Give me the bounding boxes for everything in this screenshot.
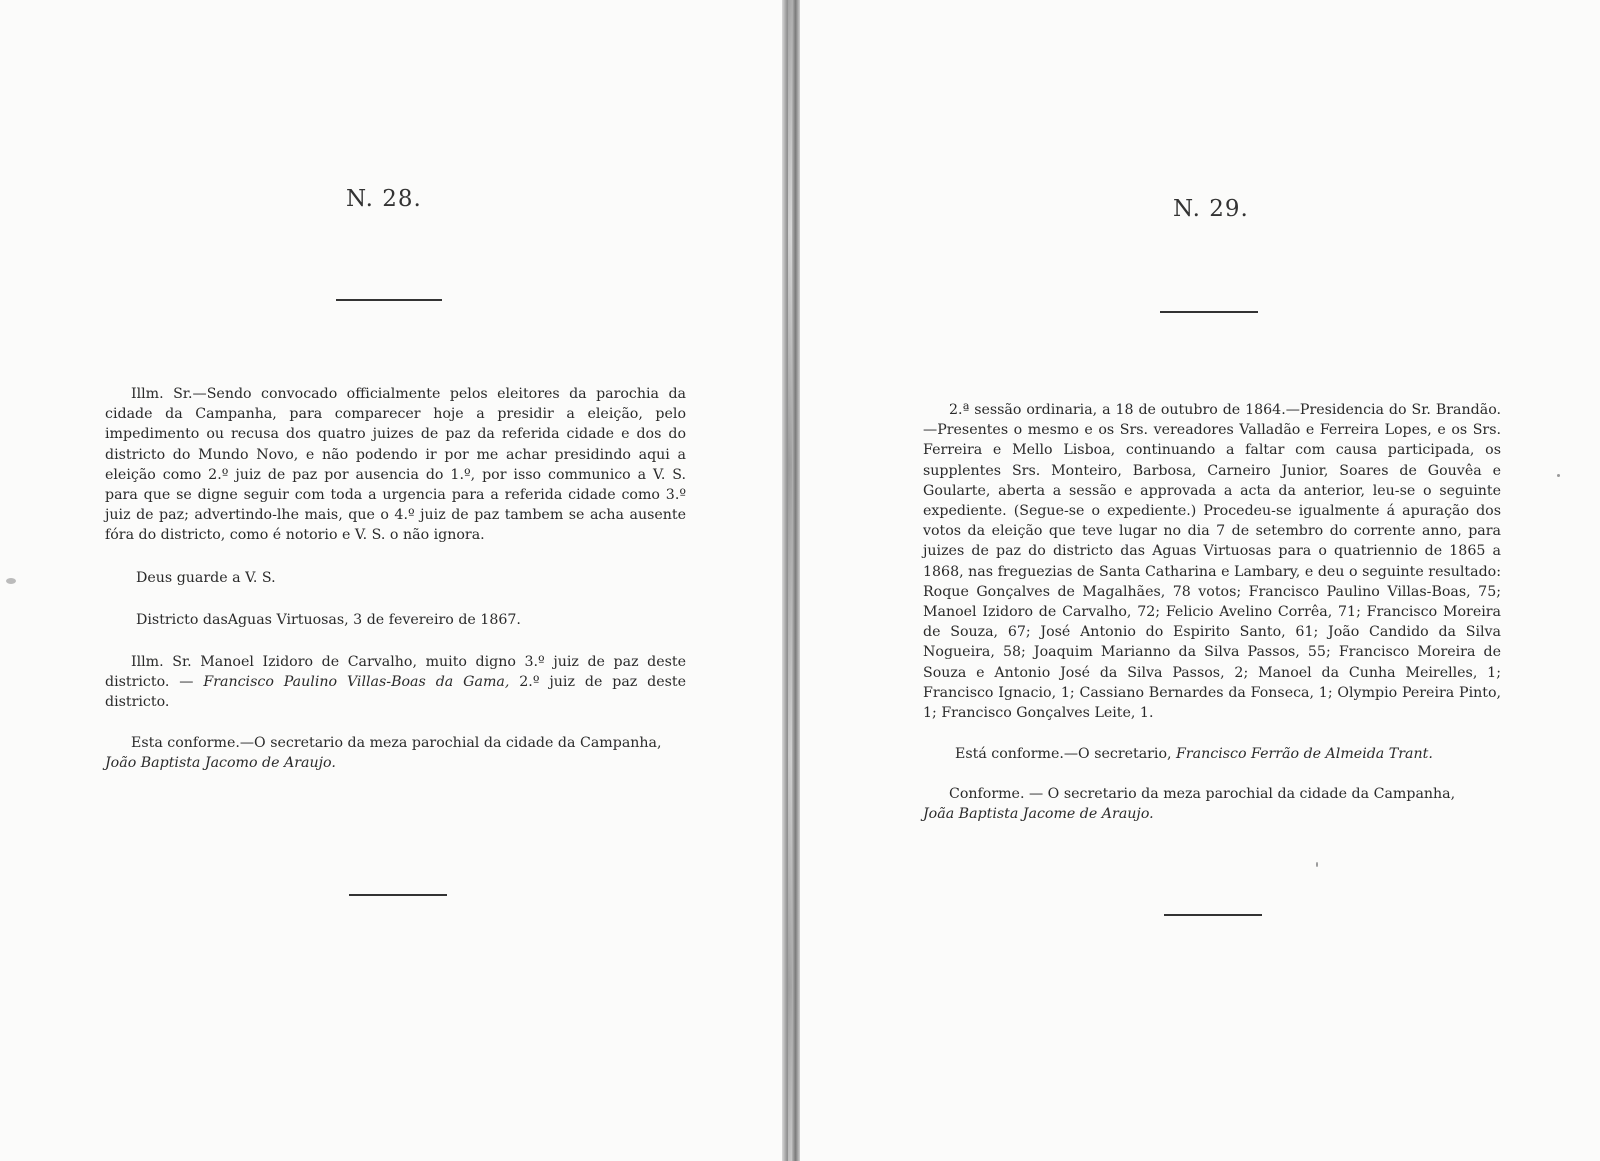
right-conformity1-paragraph [929,744,1501,764]
right-minutes-paragraph: 2.ª sessão ordinaria, a 18 de outubro de 1864.—Presidencia do Sr. Brandão. —Presentes o mesmo e os Srs. vereadores Valladão e Ferreira Lopes, e os Srs. Ferreira e Mello Lisboa, continuando a faltar com causa participada, os supplentes Srs. Monteiro, Barbosa, Carneiro Junior, Soares de Gouvêa e Goularte, aberta a sessão e approvada a acta da anterior, leu-se o seguinte expediente. (Segue-se o expediente.) Procedeu-se igualmente á apuração dos votos da eleição que teve lugar no dia 7 de setembro do corrente anno, para juizes de paz do districto das Aguas Virtuosas para o quatriennio de 1865 a 1868, nas freguezias de Santa Catharina e Lambary, e deu o seguinte resultado: Roque Gonçalves de Magalhães, 78 votos; Francisco Paulino Villas-Boas, 75; Manoel Izidoro de Carvalho, 72; Felicio Avelino Corrêa, 71; Francisco Moreira de Souza, 67; José Antonio do Espirito Santo, 61; João Candido da Silva Nogueira, 58; Joaquim Marianno da Silva Passos, 55; Francisco Moreira de Souza e Antonio José da Silva Passos, 2; Manoel da Cunha Meirelles, 1; Francisco Ignacio, 1; Cassiano Bernardes da Fonseca, 1; Olympio Pereira Pinto, 1; Francisco Gonçalves Leite, 1. [923,402,1501,722]
left-conformity-signer: João Baptista Jacomo de Araujo. [105,755,336,772]
left-conformity-paragraph [105,733,686,773]
right-conformity1-text: Está conforme.—O secretario, [955,746,1177,762]
right-page-number: N. 29. [1173,196,1249,222]
left-addressee-paragraph [105,652,686,713]
right-conformity2-signer: Joãa Baptista Jacome de Araujo. [923,806,1154,823]
left-conformity-text: Esta conforme.—O secretario da meza parochial da cidade da Campanha, [131,735,662,751]
right-conformity1-signer: Francisco Ferrão de Almeida Trant. [1176,746,1433,762]
right-top-rule [1160,311,1258,313]
scan-speck [1316,862,1318,867]
left-addressee-text: Illm. Sr. Manoel Izidoro de Carvalho, muito digno 3.º juiz de paz deste districto. — [105,654,686,691]
left-page [0,0,782,1161]
right-conformity2-paragraph [923,784,1501,824]
left-top-rule [336,299,442,301]
left-signature-title: 2.º juiz de paz deste districto. [105,674,687,711]
scan-speck [1557,474,1560,477]
right-page [800,0,1600,1161]
left-place-date: Districto dasAguas Virtuosas, 3 de fevereiro de 1867. [136,612,521,628]
scan-speck [6,578,16,584]
left-signature-name: Francisco Paulino Villas-Boas da Gama, [203,674,510,691]
left-page-number: N. 28. [346,186,422,212]
left-bottom-rule [349,894,447,896]
book-gutter-shine [788,0,792,1161]
left-letter-paragraph: Illm. Sr.—Sendo convocado officialmente pelos eleitores da parochia da cidade da Campanha, para comparecer hoje a presidir a eleição, pelo impedimento ou recusa dos quatro juizes de paz da referida cidade e dos do districto do Mundo Novo, e não podendo ir por me achar presidindo aqui a eleição como 2.º juiz de paz por ausencia do 1.º, por isso communico a V. S. para que se digne seguir com toda a urgencia para a referida cidade como 3.º juiz de paz; advertindo-lhe mais, que o 4.º juiz de paz tambem se acha ausente fóra do districto, como é notorio e V. S. o não ignora. [105,386,686,544]
left-greeting: Deus guarde a V. S. [136,570,276,586]
right-bottom-rule [1164,914,1262,916]
right-conformity2-text: Conforme. — O secretario da meza parochial da cidade da Campanha, [949,786,1456,802]
